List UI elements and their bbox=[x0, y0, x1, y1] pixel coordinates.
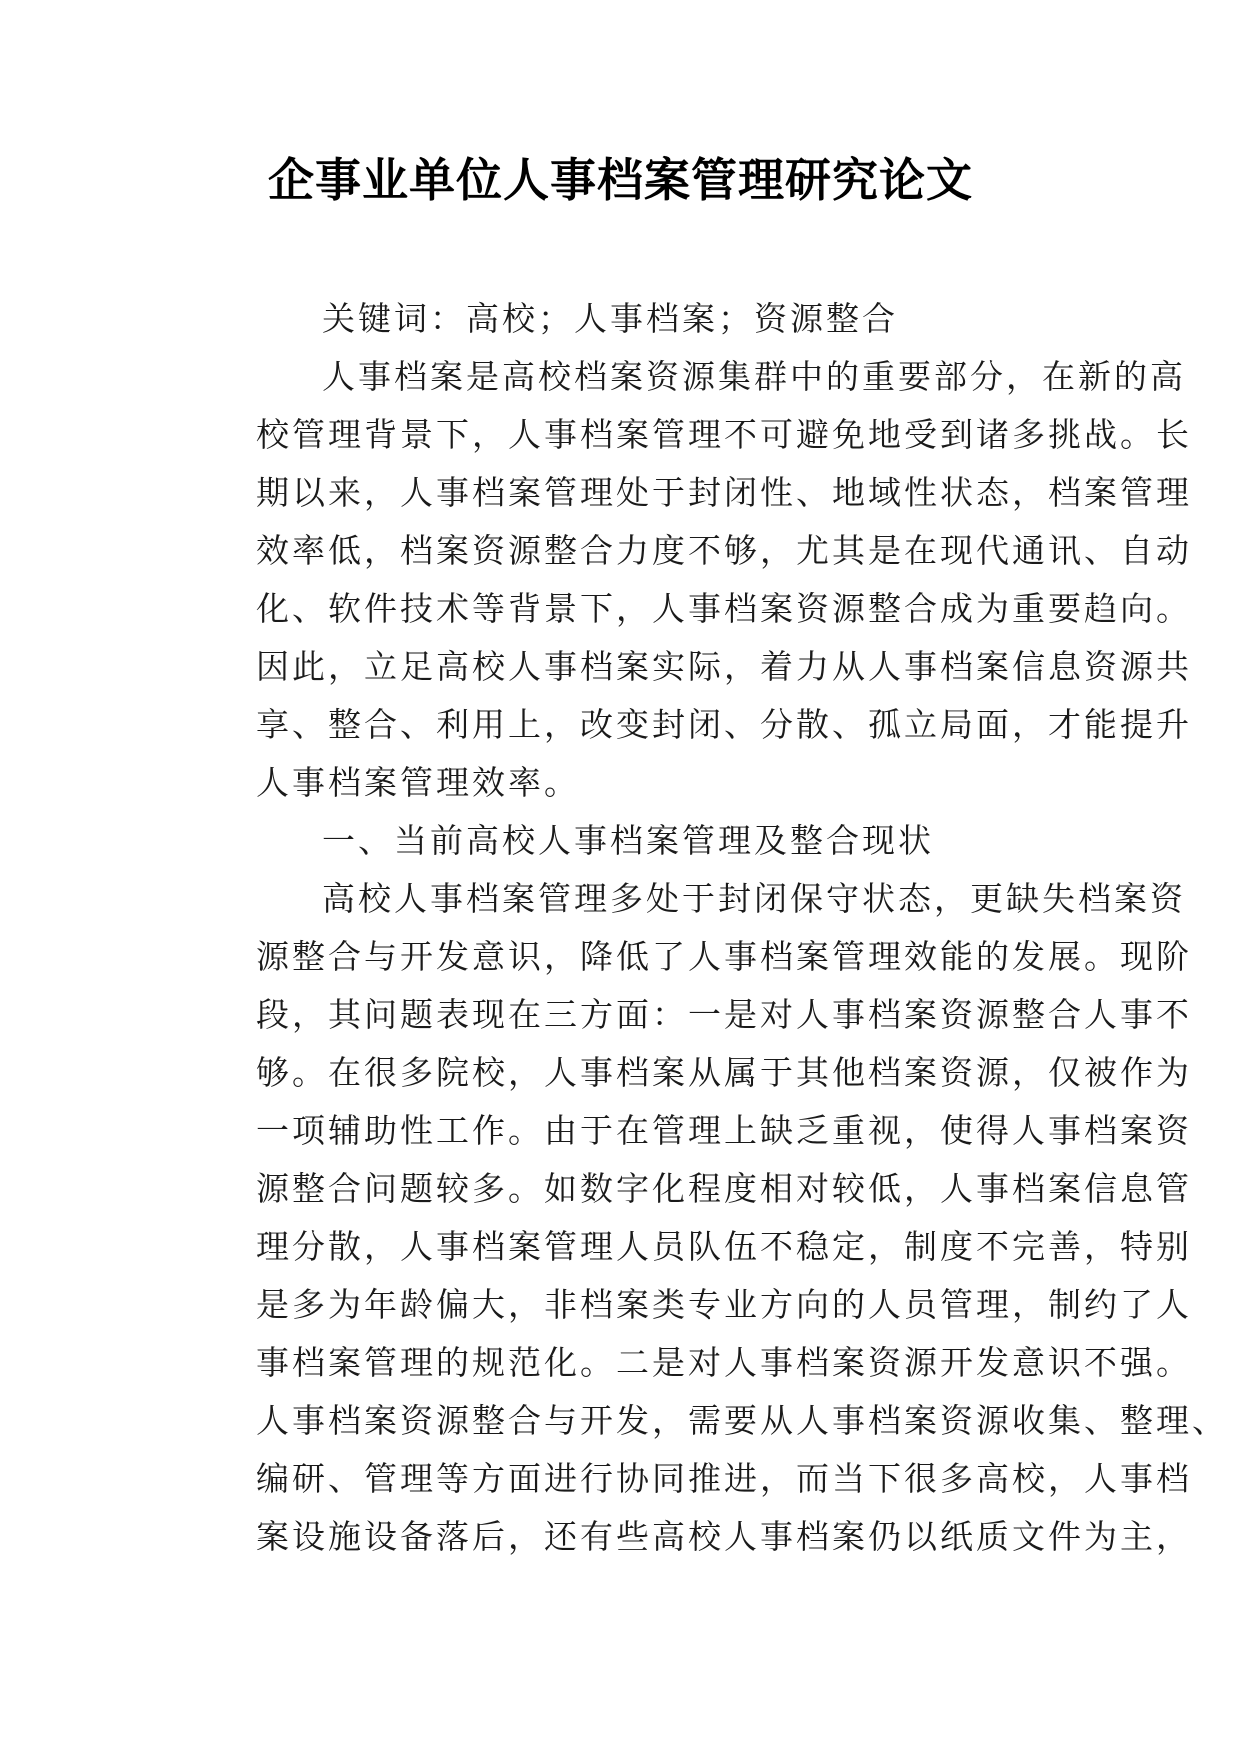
text-line: 因此，立足高校人事档案实际，着力从人事档案信息资源共 bbox=[256, 647, 1192, 686]
text-line: 校管理背景下，人事档案管理不可避免地受到诸多挑战。长 bbox=[256, 415, 1192, 454]
text-line: 源整合问题较多。如数字化程度相对较低，人事档案信息管 bbox=[256, 1169, 1192, 1208]
text-line: 享、整合、利用上，改变封闭、分散、孤立局面，才能提升 bbox=[256, 705, 1192, 744]
section-heading bbox=[190, 812, 1050, 870]
text-line: 理分散，人事档案管理人员队伍不稳定，制度不完善，特别 bbox=[256, 1227, 1192, 1266]
paragraph-intro bbox=[190, 348, 1192, 812]
text-line: 编研、管理等方面进行协同推进，而当下很多高校，人事档 bbox=[256, 1459, 1192, 1498]
text-line: 是多为年龄偏大，非档案类专业方向的人员管理，制约了人 bbox=[256, 1285, 1192, 1324]
text-line: 效率低，档案资源整合力度不够，尤其是在现代通讯、自动 bbox=[256, 531, 1192, 570]
text-line: 人事档案管理效率。 bbox=[256, 763, 580, 802]
text-line: 案设施设备落后，还有些高校人事档案仍以纸质文件为主， bbox=[256, 1517, 1192, 1556]
text-line: 源整合与开发意识，降低了人事档案管理效能的发展。现阶 bbox=[256, 937, 1192, 976]
text-line: 事档案管理的规范化。二是对人事档案资源开发意识不强。 bbox=[256, 1343, 1192, 1382]
text-line: 期以来，人事档案管理处于封闭性、地域性状态，档案管理 bbox=[256, 473, 1192, 512]
text-line: 一、当前高校人事档案管理及整合现状 bbox=[322, 821, 934, 860]
text-line: 关键词：高校；人事档案；资源整合 bbox=[322, 299, 898, 338]
text-line: 够。在很多院校，人事档案从属于其他档案资源，仅被作为 bbox=[256, 1053, 1192, 1092]
text-line: 人事档案资源整合与开发，需要从人事档案资源收集、整理、 bbox=[256, 1401, 1228, 1440]
document-body bbox=[190, 290, 1228, 1566]
text-line: 化、软件技术等背景下，人事档案资源整合成为重要趋向。 bbox=[256, 589, 1192, 628]
text-line: 一项辅助性工作。由于在管理上缺乏重视，使得人事档案资 bbox=[256, 1111, 1192, 1150]
text-line: 人事档案是高校档案资源集群中的重要部分，在新的高 bbox=[322, 357, 1186, 396]
text-line: 高校人事档案管理多处于封闭保守状态，更缺失档案资 bbox=[322, 879, 1186, 918]
keywords-line bbox=[190, 290, 1050, 348]
text-line: 段，其问题表现在三方面：一是对人事档案资源整合人事不 bbox=[256, 995, 1192, 1034]
paragraph-status bbox=[190, 870, 1228, 1566]
document-title: 企事业单位人事档案管理研究论文 bbox=[268, 153, 973, 207]
